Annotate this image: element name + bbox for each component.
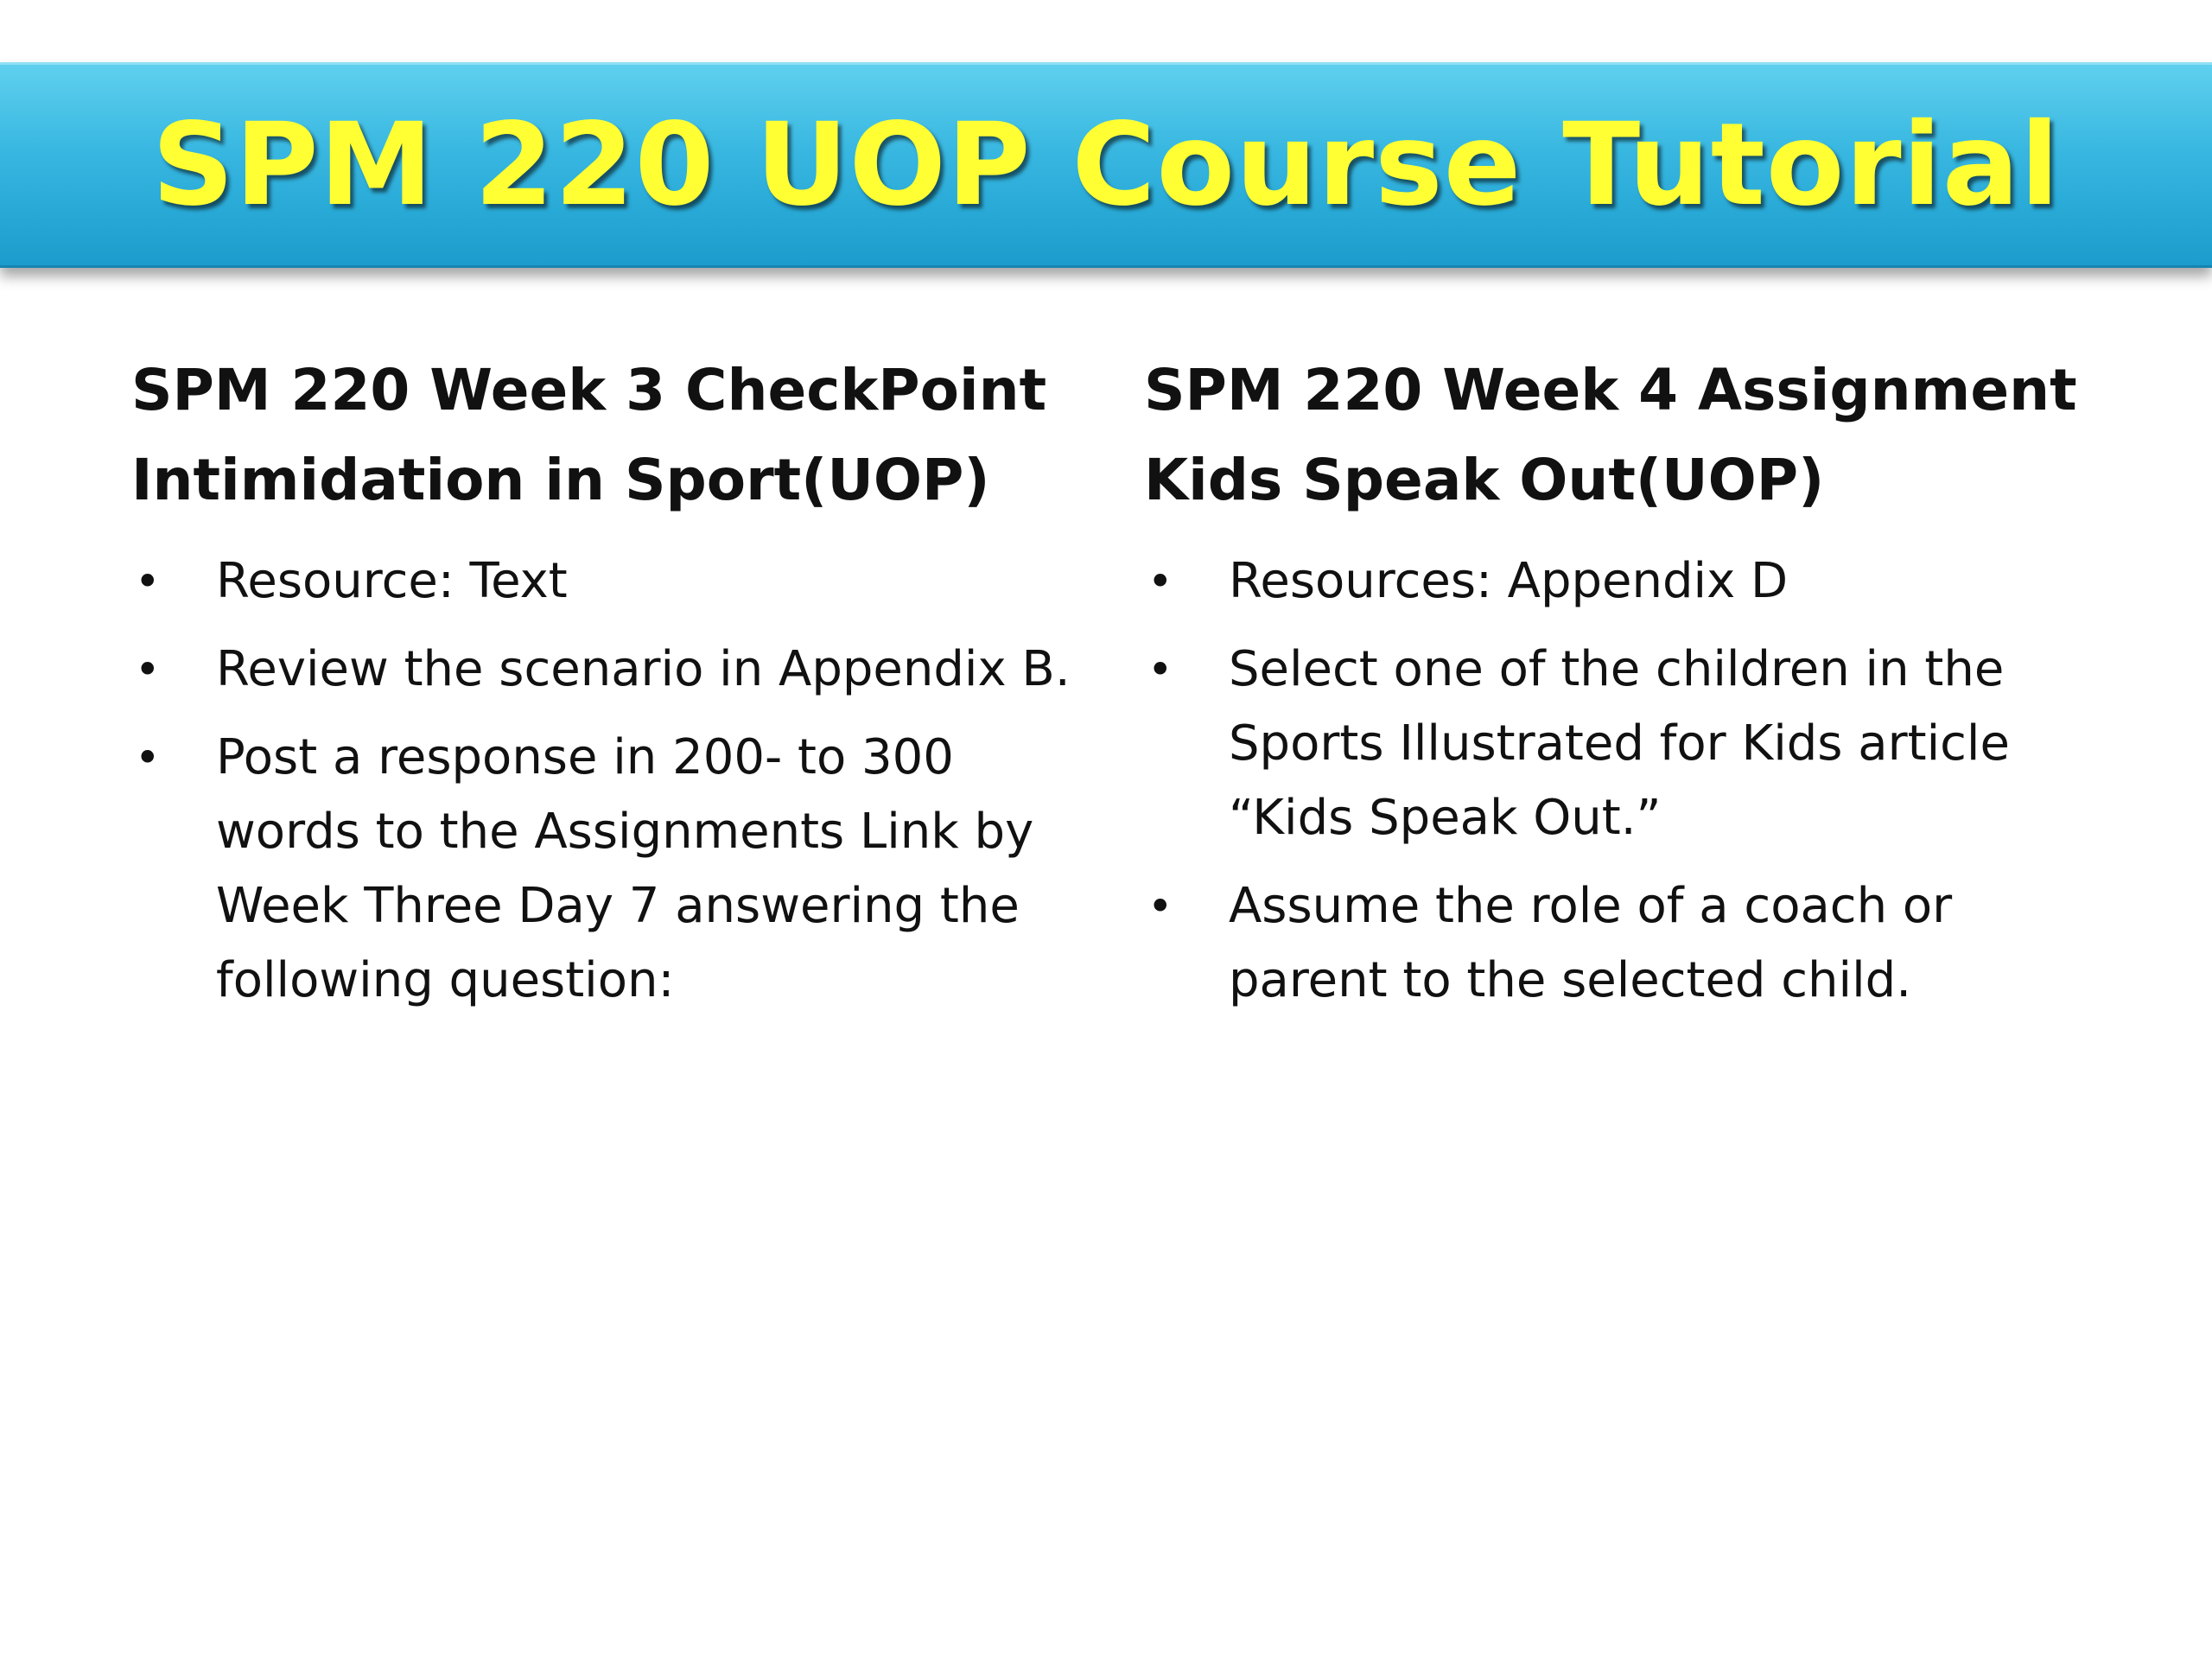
bullet-icon: • (1147, 556, 1173, 607)
bullet-icon: • (135, 733, 161, 783)
list-item (131, 544, 1073, 619)
left-column (131, 346, 1073, 1032)
slide-title: SPM 220 UOP Course Tutorial (151, 99, 2061, 232)
title-banner (0, 62, 2212, 268)
bullet-icon: • (135, 556, 161, 607)
list-item (1144, 869, 2086, 1018)
list-item (131, 721, 1073, 1018)
right-column-heading: SPM 220 Week 4 Assignment Kids Speak Out(UOP) (1144, 357, 2077, 513)
bullet-text: Review the scenario in Appendix B. (216, 641, 1071, 697)
bullet-text: Select one of the children in the Sports Illustrated for Kids article “Kids Speak Out.” (1229, 641, 2010, 846)
bullet-text: Resources: Appendix D (1229, 553, 1789, 609)
list-item (131, 632, 1073, 707)
left-bullet-list (131, 544, 1073, 1018)
bullet-text: Assume the role of a coach or parent to the selected child. (1229, 878, 1953, 1008)
list-item (1144, 632, 2086, 855)
right-bullet-list (1144, 544, 2086, 1018)
left-column-heading: SPM 220 Week 3 CheckPoint Intimidation in Sport(UOP) (131, 357, 1047, 513)
right-column (1144, 346, 2086, 1032)
bullet-icon: • (135, 645, 161, 695)
bullet-icon: • (1147, 881, 1173, 931)
list-item (1144, 544, 2086, 619)
bullet-text: Post a response in 200- to 300 words to the Assignments Link by Week Three Day 7 answering the following question: (216, 729, 1034, 1008)
bullet-icon: • (1147, 645, 1173, 695)
bullet-text: Resource: Text (216, 553, 568, 609)
